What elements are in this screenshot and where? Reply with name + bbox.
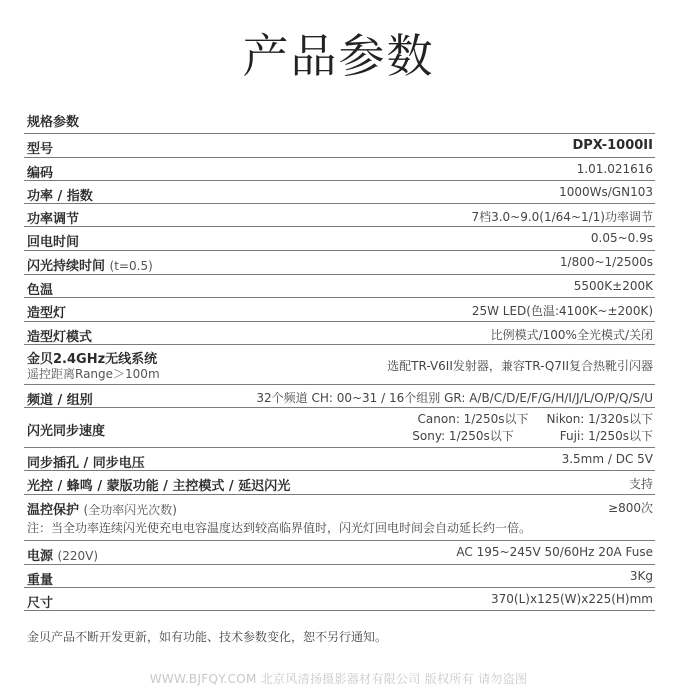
row-value: 3.5mm / DC 5V: [561, 452, 653, 466]
table-row: [24, 297, 655, 321]
row-label: [27, 499, 177, 518]
table-row: [24, 564, 655, 587]
table-row: [24, 274, 655, 297]
row-label: 尺寸: [27, 596, 54, 611]
row-label: 造型灯: [27, 306, 67, 321]
row-label: 光控 / 蜂鸣 / 蒙版功能 / 主控模式 / 延迟闪光: [27, 479, 291, 494]
page-title: 产品参数: [242, 29, 435, 83]
table-row: [24, 133, 655, 157]
row-label: 同步插孔 / 同步电压: [27, 456, 145, 471]
row-label: 型号: [27, 142, 54, 157]
row-label: 功率调节: [27, 212, 80, 227]
table-row: [24, 407, 655, 447]
row-label: 色温: [27, 283, 54, 298]
row-value: 支持: [628, 477, 653, 491]
row-value: 370(L)x125(W)x225(H)mm: [491, 592, 653, 606]
sync-speed-grid: [412, 410, 653, 444]
row-value: ≥800次: [608, 501, 653, 515]
row-label: [27, 545, 98, 564]
row-value: 0.05~0.9s: [590, 231, 653, 245]
row-label: 回电时间: [27, 235, 80, 250]
table-row: [24, 384, 655, 407]
row-value: 32个频道 CH: 00~31 / 16个组别 GR: A/B/C/D/E/F/G/H/I/J/L/O/P/Q/S/U: [256, 391, 653, 405]
spec-table: [24, 133, 655, 611]
row-value: 5500K±200K: [573, 279, 653, 293]
row-value: 1000Ws/GN103: [559, 185, 653, 199]
row-value: DPX-1000II: [572, 138, 653, 153]
row-value: 1.01.021616: [576, 162, 653, 176]
table-row: [24, 344, 655, 384]
row-value: 3Kg: [629, 569, 653, 583]
row-label: [27, 255, 153, 274]
table-row: [24, 540, 655, 564]
row-label: 频道 / 组别: [27, 393, 93, 408]
table-row: [24, 470, 655, 494]
row-value: 比例模式/100%全光模式/关闭: [490, 328, 653, 342]
row-label: 编码: [27, 166, 54, 181]
table-row: [24, 226, 655, 250]
row-sublabel: (220V): [57, 549, 99, 563]
sync-fuji: Fuji: 1/250s以下: [559, 429, 653, 443]
row-value: AC 195~245V 50/60Hz 20A Fuse: [456, 545, 653, 559]
table-row: [24, 203, 655, 226]
row-sublabel: (t=0.5): [109, 259, 153, 273]
row-value: 7档3.0~9.0(1/64~1/1)功率调节: [471, 210, 653, 224]
watermark-text: WWW.BJFQY.COM 北京风清扬摄影器材有限公司 版权所有 请勿盗图: [149, 672, 528, 686]
section-label: 规格参数: [27, 115, 80, 130]
sync-sony: Sony: 1/250s以下: [412, 429, 514, 443]
row-label: 功率 / 指数: [27, 189, 93, 204]
row-label: 闪光同步速度: [27, 424, 106, 439]
table-row: [24, 587, 655, 611]
row-label-secondary: 遥控距离Range＞100m: [27, 367, 160, 381]
row-label: 重量: [27, 573, 54, 588]
row-value: 1/800~1/2500s: [559, 255, 653, 269]
table-row: [24, 321, 655, 344]
row-value: 选配TR-V6II发射器，兼容TR-Q7II复合热靴引闪器: [387, 359, 653, 373]
row-sublabel: (全功率闪光次数): [83, 503, 177, 517]
row-label-main: 温控保护: [27, 503, 80, 518]
sync-canon: Canon: 1/250s以下: [417, 412, 529, 426]
disclaimer-text: 金贝产品不断开发更新，如有功能、技术参数变化，恕不另行通知。: [27, 630, 388, 644]
table-row: [24, 250, 655, 274]
table-row: [24, 494, 655, 540]
row-label: 金贝2.4GHz无线系统: [27, 352, 158, 367]
row-label-main: 闪光持续时间: [27, 259, 106, 274]
table-row: [24, 157, 655, 180]
row-label-main: 电源: [27, 549, 54, 564]
row-value: 25W LED(色温:4100K~±200K): [471, 304, 653, 318]
sync-nikon: Nikon: 1/320s以下: [546, 412, 653, 426]
row-note: 注：当全功率连续闪光使充电电容温度达到较高临界值时，闪光灯回电时间会自动延长约一倍。: [27, 521, 532, 535]
table-row: [24, 180, 655, 203]
row-label: 造型灯模式: [27, 330, 93, 345]
table-row: [24, 447, 655, 470]
